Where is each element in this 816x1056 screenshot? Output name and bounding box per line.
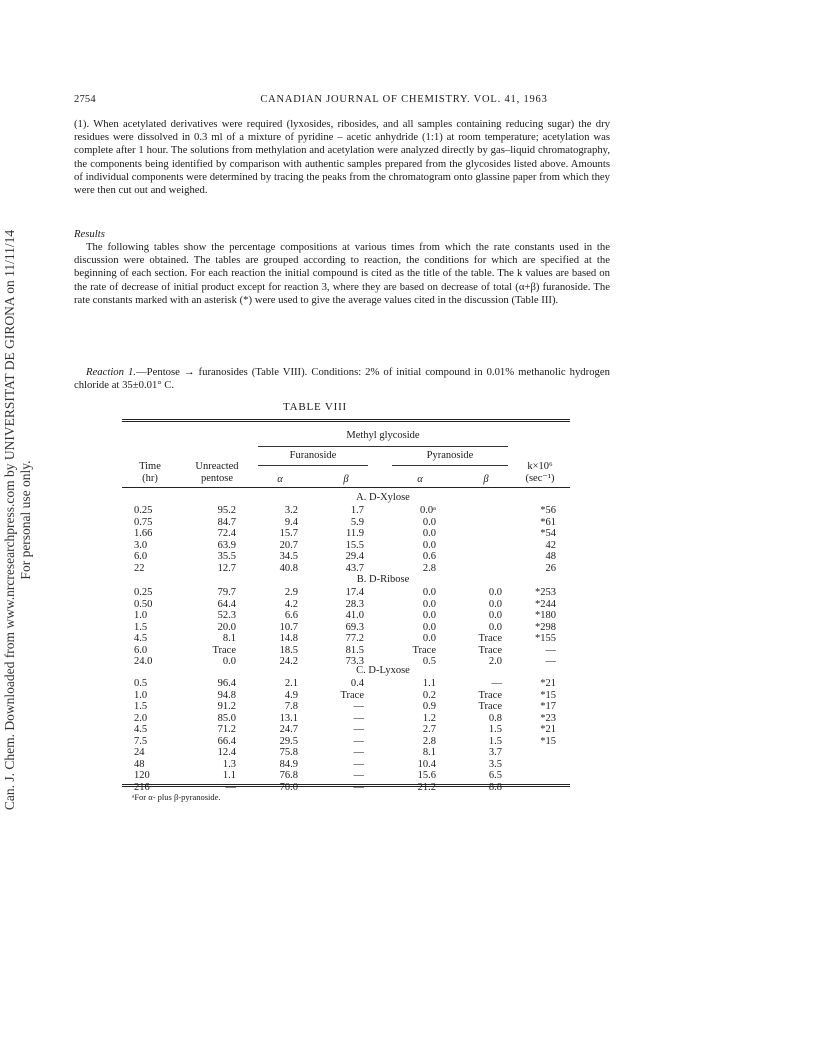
cell-unreacted-pentose: 91.2	[217, 701, 236, 712]
header-furanoside-alpha: α	[277, 474, 283, 485]
cell-furanoside-beta: 69.3	[345, 621, 364, 633]
cell-pyranoside-alpha: 0.0	[422, 539, 436, 551]
cell-unreacted-pentose: 12.7	[217, 562, 236, 574]
watermark-line-1: Can. J. Chem. Downloaded from www.nrcresearchpress.com by UNIVERSITAT DE GIRONA on 11/11/14	[2, 229, 17, 811]
cell-furanoside-alpha: 84.9	[279, 758, 298, 770]
cell-rate-constant: *23	[540, 712, 556, 724]
header-methyl-glycoside: Methyl glycoside	[346, 430, 420, 441]
cell-unreacted-pentose: 71.2	[217, 724, 236, 735]
cell-time: 0.25	[134, 505, 153, 516]
cell-rate-constant: 48	[545, 551, 556, 562]
cell-rate-constant: *244	[535, 598, 556, 610]
cell-time: 0.75	[134, 516, 153, 528]
results-heading: Results	[74, 228, 105, 240]
cell-furanoside-beta: —	[353, 735, 364, 747]
cell-rate-constant: *56	[540, 505, 556, 516]
header-pyranoside-alpha: α	[417, 474, 423, 485]
cell-pyranoside-alpha: 0.0	[422, 633, 436, 644]
table-footnote: ᵃFor α- plus β-pyranoside.	[132, 792, 221, 802]
cell-time: 7.5	[134, 735, 148, 747]
header-rule-pyranoside	[392, 465, 508, 466]
header-time: Time	[139, 461, 161, 472]
cell-pyranoside-alpha: 21.2	[417, 781, 436, 793]
cell-furanoside-alpha: 76.8	[279, 770, 298, 781]
header-pyranoside: Pyranoside	[426, 450, 474, 461]
header-rule-glycoside	[258, 446, 508, 447]
cell-furanoside-alpha: 18.5	[279, 644, 298, 656]
cell-unreacted-pentose: 96.4	[217, 678, 236, 689]
cell-unreacted-pentose: 79.7	[217, 587, 236, 598]
cell-time: 2.0	[134, 712, 148, 724]
cell-rate-constant: 26	[545, 562, 556, 574]
cell-pyranoside-alpha: 0.0	[422, 610, 436, 621]
header-rate-unit: (sec⁻¹)	[525, 473, 555, 484]
cell-rate-constant: *180	[535, 610, 556, 621]
table-top-rule	[122, 419, 570, 420]
cell-furanoside-beta: 28.3	[345, 598, 364, 610]
cell-unreacted-pentose: 63.9	[217, 539, 236, 551]
cell-furanoside-beta: 73.3	[345, 656, 364, 667]
header-rule-furanoside	[258, 465, 368, 466]
cell-furanoside-alpha: 40.8	[279, 562, 298, 574]
table-bottom-rule	[122, 784, 570, 785]
cell-time: 4.5	[134, 724, 148, 735]
cell-time: 3.0	[134, 539, 148, 551]
cell-furanoside-beta: —	[353, 747, 364, 758]
table-bottom-rule-2	[122, 786, 570, 787]
cell-furanoside-alpha: 3.2	[284, 505, 298, 516]
cell-pyranoside-alpha: 0.0	[422, 587, 436, 598]
cell-furanoside-alpha: 2.1	[284, 678, 298, 689]
cell-pyranoside-alpha: 2.8	[422, 735, 436, 747]
cell-unreacted-pentose: 20.0	[217, 621, 236, 633]
cell-time: 216	[134, 781, 150, 793]
cell-furanoside-alpha: 7.8	[284, 701, 298, 712]
cell-pyranoside-alpha: 2.7	[422, 724, 436, 735]
cell-pyranoside-beta: 3.7	[488, 747, 502, 758]
cell-furanoside-alpha: 24.7	[279, 724, 298, 735]
cell-pyranoside-beta: Trace	[478, 633, 502, 644]
cell-pyranoside-alpha: 0.0ᵃ	[420, 505, 436, 516]
cell-furanoside-alpha: 6.6	[284, 610, 298, 621]
cell-unreacted-pentose: 64.4	[217, 598, 236, 610]
cell-furanoside-beta: 0.4	[350, 678, 364, 689]
cell-rate-constant: *253	[535, 587, 556, 598]
cell-time: 0.5	[134, 678, 148, 689]
cell-furanoside-beta: 15.5	[345, 539, 364, 551]
cell-unreacted-pentose: Trace	[212, 644, 236, 656]
cell-furanoside-beta: 43.7	[345, 562, 364, 574]
header-furanoside-beta: β	[343, 474, 349, 485]
watermark-line-2: For personal use only.	[18, 460, 33, 580]
cell-unreacted-pentose: 1.1	[222, 770, 236, 781]
cell-pyranoside-beta: 3.5	[488, 758, 502, 770]
cell-furanoside-alpha: 2.9	[284, 587, 298, 598]
cell-rate-constant: —	[545, 644, 556, 656]
cell-pyranoside-beta: 0.0	[488, 598, 502, 610]
cell-furanoside-alpha: 4.9	[284, 689, 298, 701]
cell-pyranoside-alpha: 0.0	[422, 598, 436, 610]
reaction-text: —Pentose → furanosides (Table VIII). Conditions: 2% of initial compound in 0.01% methanolic hydrogen chloride at 35±0.01° C.	[74, 366, 610, 392]
cell-pyranoside-alpha: 0.0	[422, 528, 436, 539]
cell-furanoside-alpha: 9.4	[284, 516, 298, 528]
header-rate-constant: k×10⁶	[527, 461, 553, 472]
cell-pyranoside-beta: 0.0	[488, 587, 502, 598]
cell-pyranoside-alpha: 0.0	[422, 621, 436, 633]
cell-unreacted-pentose: 84.7	[217, 516, 236, 528]
paragraph-results: The following tables show the percentage compositions at various times from which the rate constants used in the discussion were obtained. The tables are grouped according to reaction, the conditions for which are specified at the beginning of each section. For each reaction the initial compound is cited as the title of the table. The k values are based on the rate of decrease of initial product except for reaction 3, where they are based on decrease of total (α+β) furanoside. The rate constants marked with an asterisk (*) were used to give the average values cited in the discussion (Table III).	[74, 241, 610, 306]
cell-pyranoside-alpha: 8.1	[422, 747, 436, 758]
cell-pyranoside-alpha: 10.4	[417, 758, 436, 770]
cell-time: 4.5	[134, 633, 148, 644]
cell-time: 24	[134, 747, 145, 758]
cell-time: 0.25	[134, 587, 153, 598]
cell-pyranoside-alpha: 0.6	[422, 551, 436, 562]
journal-title: CANADIAN JOURNAL OF CHEMISTRY. VOL. 41, 1963	[260, 94, 548, 105]
cell-unreacted-pentose: 72.4	[217, 528, 236, 539]
cell-pyranoside-beta: 0.0	[488, 621, 502, 633]
cell-unreacted-pentose: 66.4	[217, 735, 236, 747]
cell-pyranoside-alpha: 0.0	[422, 516, 436, 528]
cell-furanoside-beta: —	[353, 781, 364, 793]
cell-furanoside-alpha: 4.2	[284, 598, 298, 610]
cell-unreacted-pentose: 35.5	[217, 551, 236, 562]
cell-pyranoside-alpha: Trace	[412, 644, 436, 656]
reaction-conditions	[74, 366, 610, 392]
cell-unreacted-pentose: 1.3	[222, 758, 236, 770]
cell-pyranoside-alpha: 1.2	[422, 712, 436, 724]
cell-unreacted-pentose: 95.2	[217, 505, 236, 516]
cell-time: 1.66	[134, 528, 153, 539]
cell-pyranoside-alpha: 0.9	[422, 701, 436, 712]
cell-rate-constant: *21	[540, 678, 556, 689]
cell-pyranoside-beta: 6.5	[488, 770, 502, 781]
section-title: C. D-Lyxose	[356, 665, 410, 676]
cell-rate-constant: *298	[535, 621, 556, 633]
cell-pyranoside-beta: 1.5	[488, 735, 502, 747]
header-pyranoside-beta: β	[483, 474, 489, 485]
page-number: 2754	[74, 94, 96, 105]
cell-unreacted-pentose: 0.0	[222, 656, 236, 667]
cell-furanoside-beta: 1.7	[350, 505, 364, 516]
cell-furanoside-beta: —	[353, 712, 364, 724]
cell-unreacted-pentose: 94.8	[217, 689, 236, 701]
table-top-rule-2	[122, 421, 570, 422]
cell-time: 48	[134, 758, 145, 770]
cell-rate-constant: *21	[540, 724, 556, 735]
cell-rate-constant: *15	[540, 735, 556, 747]
cell-time: 1.0	[134, 610, 148, 621]
header-furanoside: Furanoside	[289, 450, 337, 461]
cell-pyranoside-beta: 8.8	[488, 781, 502, 793]
cell-furanoside-beta: Trace	[340, 689, 364, 701]
cell-furanoside-alpha: 14.8	[279, 633, 298, 644]
cell-pyranoside-alpha: 0.5	[422, 656, 436, 667]
cell-furanoside-alpha: 15.7	[279, 528, 298, 539]
cell-pyranoside-alpha: 0.2	[422, 689, 436, 701]
cell-pyranoside-beta: Trace	[478, 644, 502, 656]
cell-pyranoside-alpha: 15.6	[417, 770, 436, 781]
cell-furanoside-beta: 81.5	[345, 644, 364, 656]
running-header	[74, 94, 606, 108]
cell-furanoside-beta: —	[353, 724, 364, 735]
cell-time: 24.0	[134, 656, 153, 667]
cell-pyranoside-beta: 2.0	[488, 656, 502, 667]
cell-pyranoside-alpha: 1.1	[422, 678, 436, 689]
cell-furanoside-alpha: 70.0	[279, 781, 298, 793]
download-watermark	[2, 200, 42, 840]
cell-furanoside-alpha: 24.2	[279, 656, 298, 667]
cell-unreacted-pentose: 52.3	[217, 610, 236, 621]
cell-rate-constant: —	[545, 656, 556, 667]
cell-furanoside-beta: 29.4	[345, 551, 364, 562]
cell-rate-constant: *155	[535, 633, 556, 644]
paragraph-methods: (1). When acetylated derivatives were required (lyxosides, ribosides, and all samples containing reducing sugar) the dry residues were dissolved in 0.3 ml of a mixture of pyridine – acetic anhydride (1:1) at room temperature; acetylation was complete after 1 hour. The solutions from methylation and acetylation were analyzed directly by gas–liquid chromatography, the components being identified by comparison with authentic samples prepared from the glycosides listed above. Amounts of individual components were determined by tracing the peaks from the chromatogram onto glassine paper from which they were then cut out and weighed.	[74, 118, 610, 197]
cell-furanoside-beta: —	[353, 770, 364, 781]
header-pentose: pentose	[200, 473, 234, 484]
header-bottom-rule	[122, 487, 570, 488]
cell-furanoside-beta: 17.4	[345, 587, 364, 598]
cell-time: 0.50	[134, 598, 153, 610]
section-title: A. D-Xylose	[356, 492, 410, 503]
cell-furanoside-beta: 41.0	[345, 610, 364, 621]
cell-rate-constant: *61	[540, 516, 556, 528]
reaction-label: Reaction 1.	[86, 366, 136, 378]
table-title: TABLE VIII	[282, 401, 348, 413]
header-unreacted: Unreacted	[195, 461, 239, 472]
cell-time: 1.5	[134, 621, 148, 633]
cell-furanoside-beta: 5.9	[350, 516, 364, 528]
cell-pyranoside-beta: 0.0	[488, 610, 502, 621]
section-title: B. D-Ribose	[356, 574, 410, 585]
cell-time: 120	[134, 770, 150, 781]
cell-rate-constant: 42	[545, 539, 556, 551]
cell-furanoside-alpha: 20.7	[279, 539, 298, 551]
cell-pyranoside-beta: Trace	[478, 689, 502, 701]
cell-furanoside-beta: —	[353, 758, 364, 770]
cell-pyranoside-beta: —	[491, 678, 502, 689]
cell-rate-constant: *15	[540, 689, 556, 701]
cell-furanoside-alpha: 10.7	[279, 621, 298, 633]
cell-unreacted-pentose: —	[225, 781, 236, 793]
cell-pyranoside-beta: 1.5	[488, 724, 502, 735]
cell-furanoside-alpha: 13.1	[279, 712, 298, 724]
cell-furanoside-beta: 11.9	[346, 528, 364, 539]
cell-unreacted-pentose: 12.4	[217, 747, 236, 758]
cell-furanoside-alpha: 34.5	[279, 551, 298, 562]
cell-unreacted-pentose: 8.1	[222, 633, 236, 644]
cell-unreacted-pentose: 85.0	[217, 712, 236, 724]
cell-rate-constant: *17	[540, 701, 556, 712]
cell-pyranoside-beta: 0.8	[488, 712, 502, 724]
cell-rate-constant: *54	[540, 528, 556, 539]
cell-furanoside-beta: 77.2	[345, 633, 364, 644]
cell-furanoside-alpha: 29.5	[279, 735, 298, 747]
cell-time: 6.0	[134, 551, 148, 562]
cell-time: 22	[134, 562, 145, 574]
cell-furanoside-beta: —	[353, 701, 364, 712]
cell-time: 6.0	[134, 644, 148, 656]
cell-time: 1.5	[134, 701, 148, 712]
cell-furanoside-alpha: 75.8	[279, 747, 298, 758]
cell-pyranoside-alpha: 2.8	[422, 562, 436, 574]
cell-time: 1.0	[134, 689, 148, 701]
header-time-unit: (hr)	[142, 473, 158, 484]
cell-pyranoside-beta: Trace	[478, 701, 502, 712]
